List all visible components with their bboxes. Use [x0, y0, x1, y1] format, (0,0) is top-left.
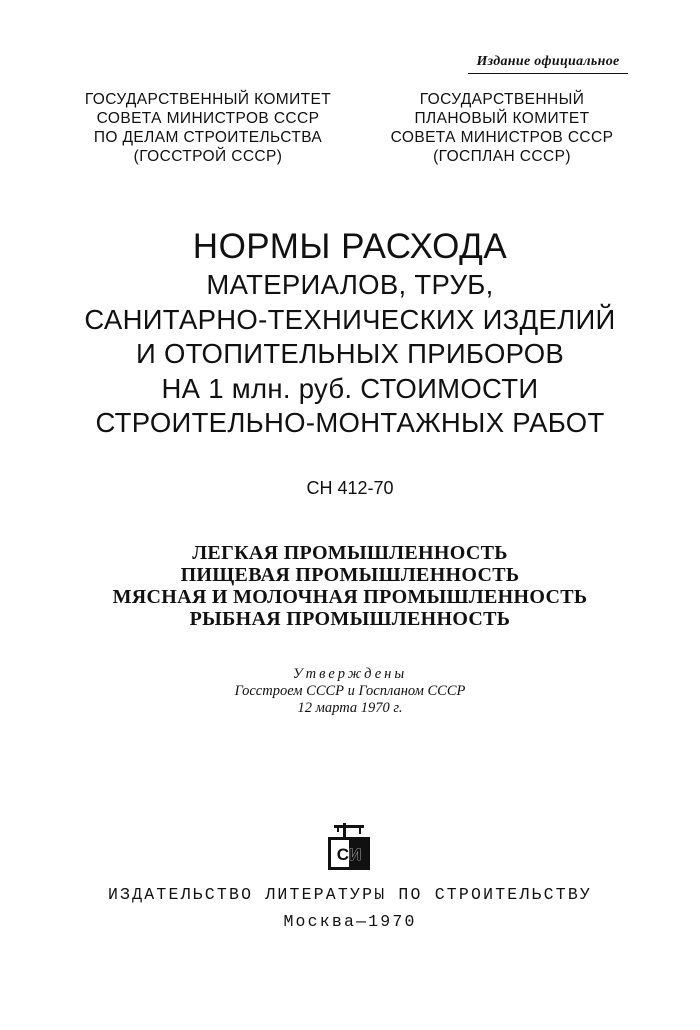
approval-by: Госстроем СССР и Госпланом СССР: [234, 683, 466, 699]
org-right-line: ГОСУДАРСТВЕННЫЙ: [419, 91, 585, 108]
gosplan-organization: [352, 90, 652, 166]
title-line: САНИТАРНО-ТЕХНИЧЕСКИХ ИЗДЕЛИЙ: [84, 303, 616, 335]
industries-list: [0, 542, 700, 630]
title-line: И ОТОПИТЕЛЬНЫХ ПРИБОРОВ: [135, 338, 565, 369]
approval-heading: Утверждены: [292, 666, 408, 682]
org-right-line: ПЛАНОВЫЙ КОМИТЕТ: [414, 110, 590, 127]
org-left-line: ПО ДЕЛАМ СТРОИТЕЛЬСТВА: [93, 129, 323, 146]
publisher-name: ИЗДАТЕЛЬСТВО ЛИТЕРАТУРЫ ПО СТРОИТЕЛЬСТВУ: [107, 885, 593, 904]
org-left-line: ГОСУДАРСТВЕННЫЙ КОМИТЕТ: [84, 91, 332, 108]
industry-item: МЯСНАЯ И МОЛОЧНАЯ ПРОМЫШЛЕННОСТЬ: [112, 586, 588, 608]
title-line: СТРОИТЕЛЬНО-МОНТАЖНЫХ РАБОТ: [95, 407, 605, 438]
org-left-line: (ГОССТРОЙ СССР): [133, 148, 283, 165]
publisher-logo-icon: [326, 822, 372, 872]
org-right-line: (ГОСПЛАН СССР): [433, 148, 571, 165]
title-main: НОРМЫ РАСХОДА: [192, 227, 508, 266]
document-code: СН 412-70: [306, 478, 394, 498]
approval-date: 12 марта 1970 г.: [297, 700, 403, 716]
gosstroy-organization: [58, 90, 358, 166]
title-line: МАТЕРИАЛОВ, ТРУБ,: [206, 269, 494, 300]
industry-item: РЫБНАЯ ПРОМЫШЛЕННОСТЬ: [189, 608, 511, 630]
document-title: [0, 226, 700, 441]
industry-item: ПИЩЕВАЯ ПРОМЫШЛЕННОСТЬ: [180, 564, 520, 586]
logo-letters: СИ: [336, 845, 362, 864]
industry-item: ЛЕГКАЯ ПРОМЫШЛЕННОСТЬ: [192, 542, 508, 564]
official-edition-label: Издание официальное: [468, 54, 628, 74]
title-line: НА 1 млн. руб. СТОИМОСТИ: [161, 372, 539, 404]
approval-block: [0, 666, 700, 717]
org-right-line: СОВЕТА МИНИСТРОВ СССР: [390, 129, 614, 146]
publication-place-year: Москва—1970: [283, 912, 417, 931]
org-left-line: СОВЕТА МИНИСТРОВ СССР: [96, 110, 320, 127]
